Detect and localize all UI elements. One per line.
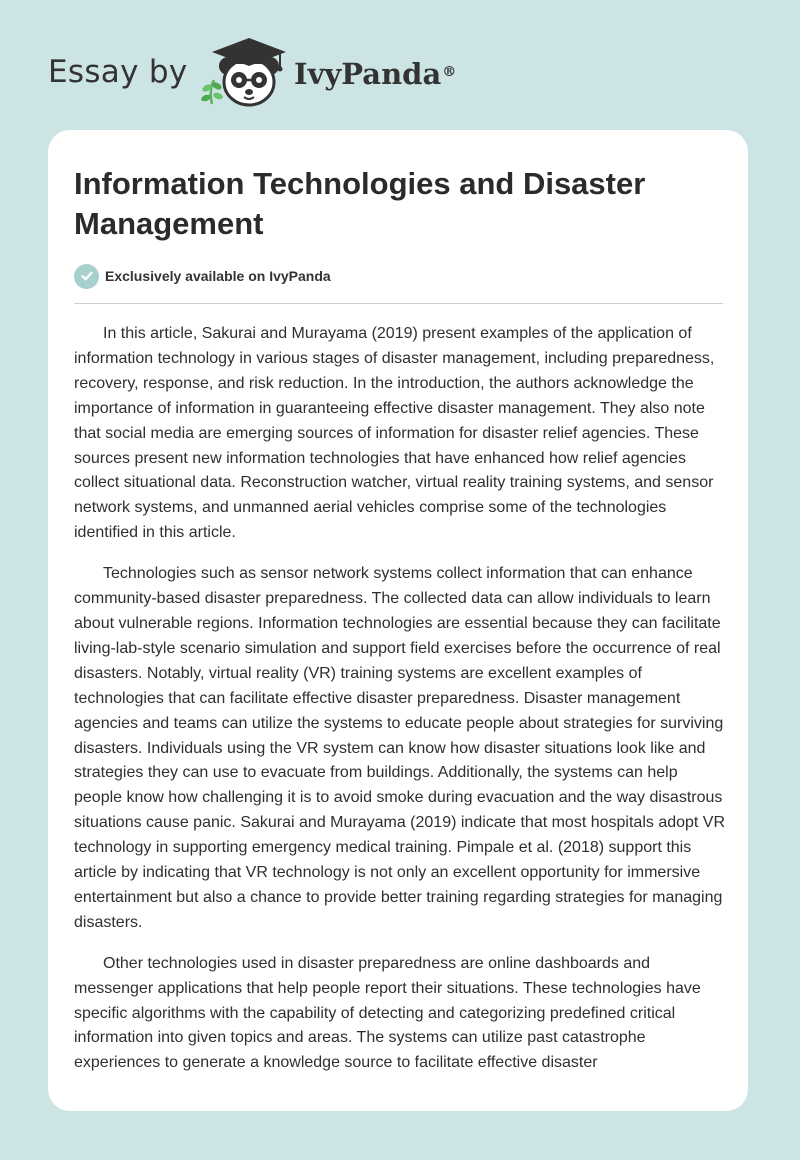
article-body [74,322,726,1092]
paragraph: In this article, Sakurai and Murayama (2019) present examples of the application of information technology in various stages of disaster management, including preparedness, recovery, response, and risk reduction. In the introduction, the authors acknowledge the importance of information in guaranteeing effective disaster management. They also note that social media are emerging sources of information for disaster relief agencies. These sources present new information technologies that have enhanced how relief agencies collect situational data. Reconstruction watcher, virtual reality training systems, and sensor network systems, and unmanned aerial vehicles comprise some of the technologies identified in this article. [74,325,715,542]
exclusive-badge [74,262,331,290]
brand-name[interactable] [294,55,456,93]
divider [74,303,723,304]
brand-name-text: IvyPanda [294,57,442,91]
badge-text: Exclusively available on IvyPanda [105,268,331,284]
paragraph: Technologies such as sensor network systems collect information that can enhance community-based disaster preparedness. The collected data can allow individuals to learn about vulnerable regions. Information technologies are essential because they can facilitate living-lab-style scenario simulation and support field exercises before the occurrence of real disasters. Notably, virtual reality (VR) training systems are excellent examples of technologies that can facilitate effective disaster preparedness. Disaster management agencies and teams can utilize the systems to educate people about strategies for surviving disasters. Individuals using the VR system can know how disaster situations look like and strategies they can use to evacuate from buildings. Additionally, the systems can help people know how challenging it is to avoid smoke during evacuation and the way disastrous situations cause panic. Sakurai and Murayama (2019) indicate that most hospitals adopt VR technology in supporting emergency medical training. Pimpale et al. (2018) support this article by indicating that VR technology is not only an excellent opportunity for immersive entertainment but also a chance to provide better training regarding strategies for managing disasters. [74,565,726,931]
checkmark-icon [80,269,94,283]
panda-graduate-logo-icon[interactable] [198,36,292,108]
site-header [0,0,800,130]
page-title: Information Technologies and Disaster Management [74,166,646,241]
check-circle-icon [74,264,99,289]
essay-by-label: Essay by [48,54,188,90]
paragraph: Other technologies used in disaster preparedness are online dashboards and messenger applications that help people report their situations. These technologies have specific algorithms with the capability of detecting and categorizing predefined critical information into given topics and areas. The systems can utilize past catastrophe experiences to generate a knowledge source to facilitate effective disaster [74,954,701,1072]
essay-card [48,130,748,1111]
registered-mark: ® [442,64,457,80]
